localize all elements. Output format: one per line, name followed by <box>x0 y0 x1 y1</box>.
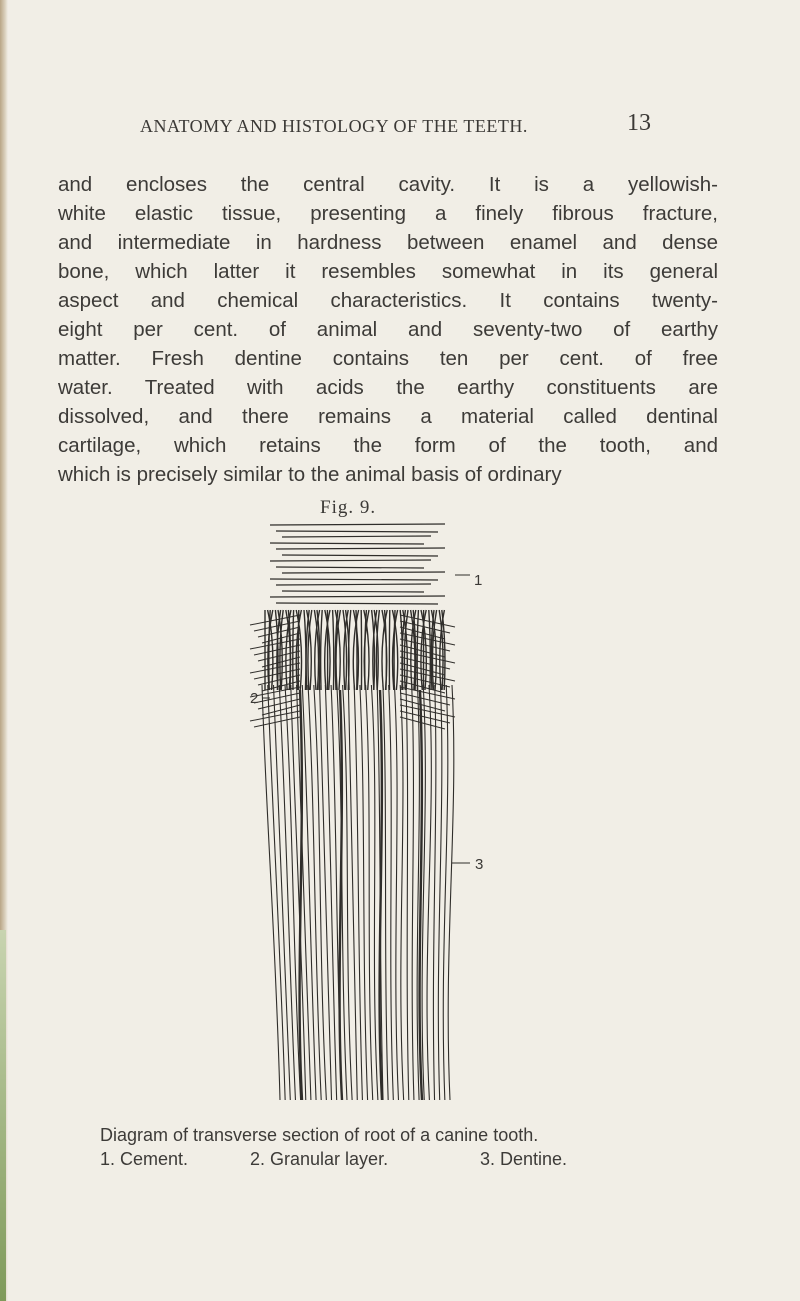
legend-item-granular-layer: 2. Granular layer. <box>250 1149 389 1169</box>
figure-legend <box>100 1147 700 1171</box>
cement-stroke <box>282 536 431 537</box>
dentine-tubule <box>433 685 435 1100</box>
body-line: and intermediate in hardness between enamel and dense <box>58 231 718 254</box>
body-line: cartilage, which retains the form of the tooth, and <box>58 434 718 457</box>
dentine-tubule-heavy <box>420 690 422 1100</box>
page-number: 13 <box>627 110 651 136</box>
cement-stroke <box>282 555 438 556</box>
running-head: ANATOMY AND HISTOLOGY OF THE TEETH. <box>140 116 528 136</box>
dentine-tubule <box>325 685 336 1100</box>
cement-stroke <box>282 591 424 592</box>
dentine-tubule <box>308 685 321 1100</box>
legend-item-dentine: 3. Dentine. <box>480 1149 568 1169</box>
dentine-tubule <box>314 685 327 1100</box>
dentine-tubule <box>389 685 394 1100</box>
cement-stroke <box>270 543 424 544</box>
figure-label: Fig. 9. <box>320 497 377 518</box>
dentine-tubule <box>448 685 454 1100</box>
caption-text: Diagram of transverse section of root of a canine tooth. <box>100 1125 539 1145</box>
callout-label-1: 1 <box>474 572 483 589</box>
dentine-tubule-heavy <box>300 690 302 1100</box>
dentine-tubule <box>320 685 332 1100</box>
cement-stroke <box>276 584 431 585</box>
cement-stroke <box>282 572 445 573</box>
cement-stroke <box>276 548 445 549</box>
dentine-tubule <box>394 685 398 1100</box>
callout-label-2: 2 <box>250 690 259 707</box>
cement-stroke <box>270 560 431 561</box>
granular-stroke <box>333 610 334 690</box>
dentine-tubule <box>400 685 403 1100</box>
body-line: dissolved, and there remains a material called dentinal <box>58 405 718 428</box>
body-line: eight per cent. of animal and seventy-two of earthy <box>58 318 718 341</box>
dentine-tubule <box>383 685 388 1100</box>
dentine-tubule <box>343 685 353 1100</box>
body-line: which is precisely similar to the animal basis of ordinary <box>58 463 562 486</box>
legend-item-cement: 1. Cement. <box>100 1149 189 1169</box>
cement-stroke <box>276 531 438 532</box>
body-line: water. Treated with acids the earthy constituents are <box>58 376 718 399</box>
dentine-tubule <box>366 685 373 1100</box>
dentine-tubule <box>438 685 442 1100</box>
cement-stroke <box>276 567 424 568</box>
callout-label-3: 3 <box>475 856 484 873</box>
cement-stroke <box>276 603 438 604</box>
body-line: matter. Fresh dentine contains ten per cent. of free <box>58 347 718 370</box>
cement-stroke <box>270 579 438 580</box>
tooth-section-diagram <box>230 515 520 1110</box>
dentine-tubule <box>412 685 414 1100</box>
granular-hatch <box>400 693 450 705</box>
body-line: white elastic tissue, presenting a finely fibrous fracture, <box>58 202 718 225</box>
granular-stroke <box>321 610 323 690</box>
book-cover-edge <box>0 930 6 1301</box>
granular-stroke <box>348 610 350 690</box>
tooth-section-illustration <box>230 515 520 1110</box>
dentine-tubule <box>354 685 362 1100</box>
dentine-tubule <box>371 685 377 1100</box>
cement-stroke <box>270 524 445 525</box>
granular-hatch <box>250 615 300 625</box>
body-paragraph <box>58 170 718 489</box>
dentine-tubule <box>427 685 431 1100</box>
body-line: and encloses the central cavity. It is a yellowish- <box>58 173 718 196</box>
body-line: bone, which latter it resembles somewhat in its general <box>58 260 718 283</box>
dentine-tubule <box>406 685 409 1100</box>
granular-hatch <box>400 615 455 627</box>
figure-caption <box>100 1123 700 1171</box>
cement-stroke <box>270 596 445 597</box>
body-line: aspect and chemical characteristics. It contains twenty- <box>58 289 718 312</box>
dentine-tubule <box>443 685 448 1100</box>
